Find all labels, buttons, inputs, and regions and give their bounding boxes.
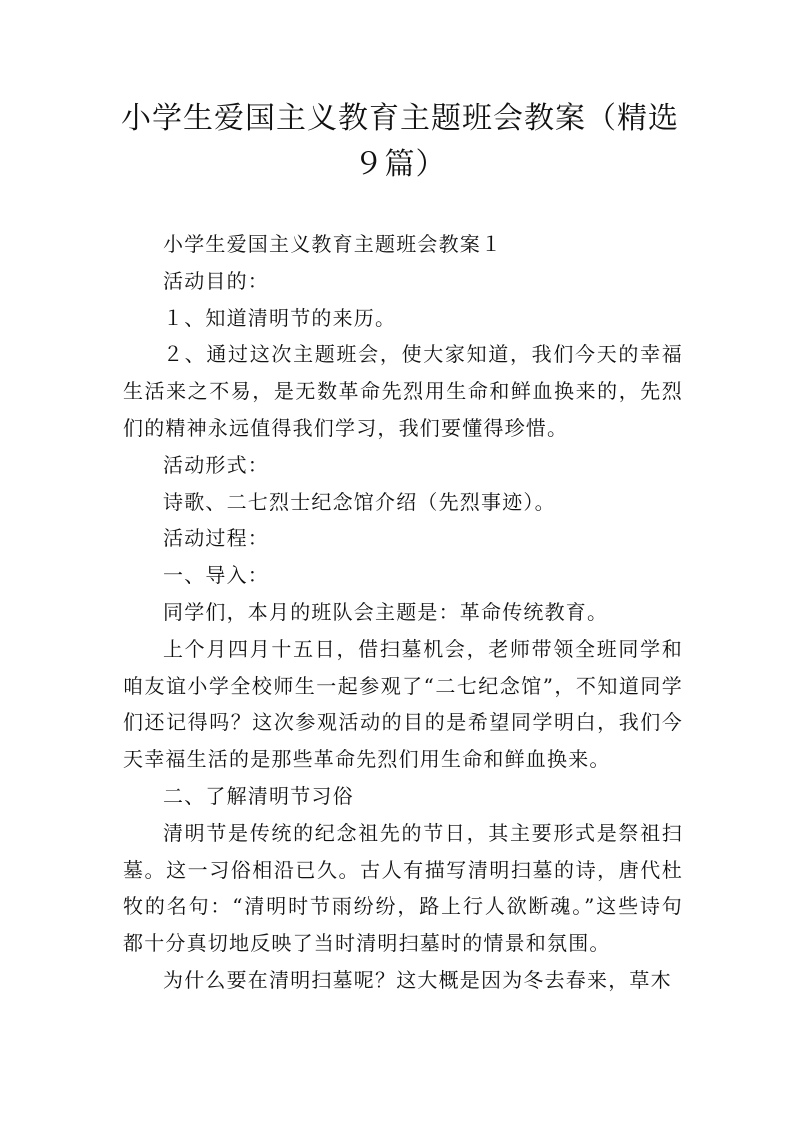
paragraph: 同学们，本月的班队会主题是：革命传统教育。 [163, 599, 609, 624]
document-title: 小学生爱国主义教育主题班会教案（精选９篇） [121, 101, 679, 182]
paragraph: 一、导入： [163, 563, 269, 588]
section-heading: 小学生爱国主义教育主题班会教案１ [163, 232, 503, 256]
paragraph: 活动目的： [163, 268, 269, 293]
paragraph: 上个月四月十五日，借扫墓机会，老师带领全班同学和咱友谊小学全校师生一起参观了“二七纪念馆”，不知道同学们还记得吗？这次参观活动的目的是希望同学明白，我们今天幸福生活的是那些革命先烈们用生命和鲜血换来。 [123, 636, 683, 772]
paragraph: 为什么要在清明扫墓呢？这大概是因为冬去春来，草木 [163, 967, 672, 992]
paragraph: １、知道清明节的来历。 [163, 305, 397, 330]
paragraph: 诗歌、二七烈士纪念馆介绍（先烈事迹）。 [163, 489, 556, 514]
paragraph: ２、通过这次主题班会，使大家知道，我们今天的幸福生活来之不易，是无数革命先烈用生命和鲜血换来的，先烈们的精神永远值得我们学习，我们要懂得珍惜。 [123, 342, 683, 440]
document-body [123, 226, 683, 999]
paragraph: 清明节是传统的纪念祖先的节日，其主要形式是祭祖扫墓。这一习俗相沿已久。古人有描写清明扫墓的诗，唐代杜牧的名句：“清明时节雨纷纷，路上行人欲断魂。”这些诗句都十分真切地反映了当时清明扫墓时的情景和氛围。 [123, 820, 683, 956]
paragraph: 二、了解清明节习俗 [163, 783, 354, 808]
paragraph: 活动形式： [163, 452, 269, 477]
paragraph: 活动过程： [163, 526, 269, 551]
